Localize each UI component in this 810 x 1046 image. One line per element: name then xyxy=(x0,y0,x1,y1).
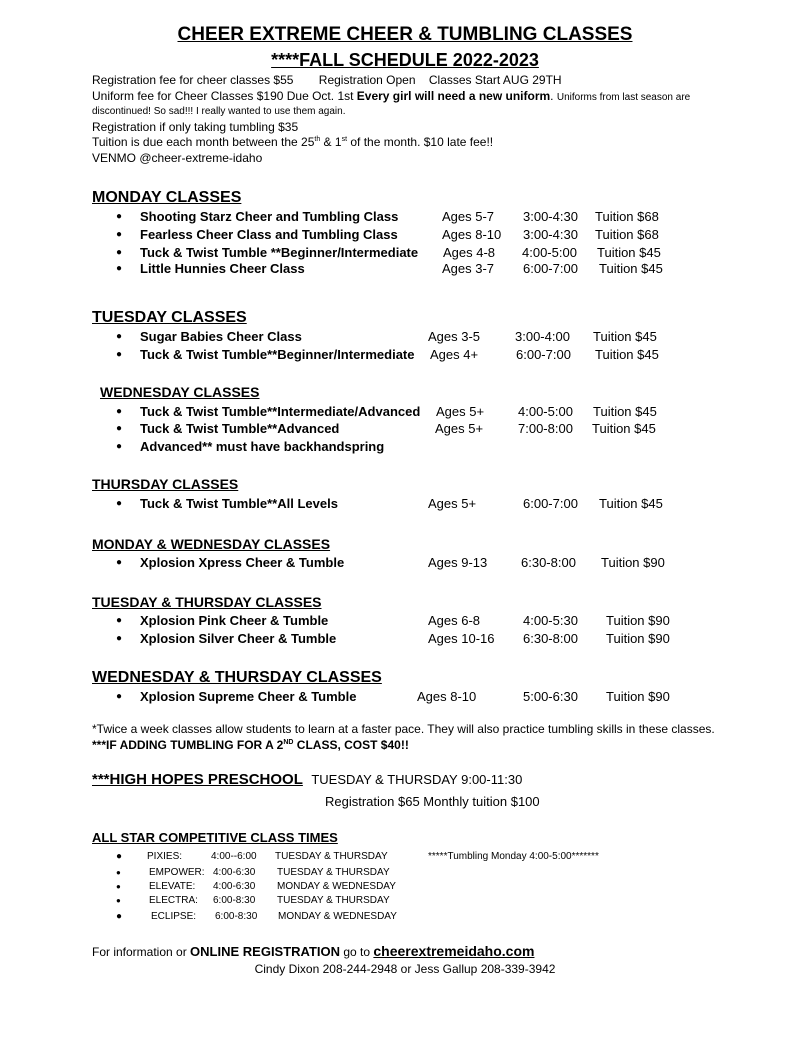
class-name: Xplosion Silver Cheer & Tumble xyxy=(140,631,337,646)
bullet-icon: ● xyxy=(116,263,123,274)
class-tuition: Tuition $45 xyxy=(593,329,657,344)
class-name: Tuck & Twist Tumble**Advanced xyxy=(140,421,340,436)
bullet-icon: ● xyxy=(116,498,123,509)
class-time: 6:30-8:00 xyxy=(521,555,576,570)
class-tuition: Tuition $45 xyxy=(599,496,663,511)
tuition-due-line xyxy=(92,135,493,149)
adding-tumbling-text: ***IF ADDING TUMBLING FOR A 2 xyxy=(92,738,284,752)
bullet-icon: ● xyxy=(116,229,123,240)
bullet-icon: ● xyxy=(116,557,123,568)
tuition-due-sup-st: st xyxy=(341,136,348,143)
class-name: Advanced** must have backhandspring xyxy=(140,439,385,454)
class-name: Tuck & Twist Tumble**Beginner/Intermediate xyxy=(140,347,415,362)
class-ages: Ages 4-8 xyxy=(443,245,496,260)
class-ages: Ages 4+ xyxy=(430,347,479,362)
monday-wednesday-heading: MONDAY & WEDNESDAY CLASSES xyxy=(92,536,331,552)
page-title: CHEER EXTREME CHEER & TUMBLING CLASSES xyxy=(177,24,633,45)
class-tuition: Tuition $45 xyxy=(597,245,661,260)
class-time: 6:00-7:00 xyxy=(523,496,578,511)
class-ages: Ages 6-8 xyxy=(428,613,481,628)
class-time: 3:00-4:30 xyxy=(523,227,578,242)
class-ages: Ages 5+ xyxy=(436,404,485,419)
allstar-heading: ALL STAR COMPETITIVE CLASS TIMES xyxy=(92,830,338,845)
bullet-icon: ● xyxy=(116,211,123,222)
class-tuition: Tuition $45 xyxy=(592,421,656,436)
uniform-period: . xyxy=(550,89,557,103)
twice-a-week-note: *Twice a week classes allow students to learn at a faster pace. They will also practice tumbling skills in these classes. xyxy=(92,722,715,736)
uniform-note-continued: discontinued! So sad!!! I really wanted to use them again. xyxy=(92,106,346,117)
preschool-heading: ***HIGH HOPES PRESCHOOL xyxy=(92,771,303,788)
class-ages: Ages 8-10 xyxy=(417,689,477,704)
bullet-icon: ● xyxy=(116,896,121,905)
class-name: Xplosion Xpress Cheer & Tumble xyxy=(140,555,345,570)
footer-prefix: For information or xyxy=(92,945,191,959)
allstar-time: 4:00-6:30 xyxy=(213,867,256,878)
class-tuition: Tuition $45 xyxy=(593,404,657,419)
class-ages: Ages 8-10 xyxy=(442,227,502,242)
footer-contacts: Cindy Dixon 208-244-2948 or Jess Gallup 208-339-3942 xyxy=(254,962,556,976)
class-name: Shooting Starz Cheer and Tumbling Class xyxy=(140,209,399,224)
class-time: 4:00-5:00 xyxy=(518,404,573,419)
registration-fee-line xyxy=(92,73,562,87)
allstar-time: 4:00--6:00 xyxy=(211,851,257,862)
tuition-due-sup-th: th xyxy=(314,136,321,143)
bullet-icon: ● xyxy=(116,851,123,862)
class-name: Tuck & Twist Tumble**All Levels xyxy=(140,496,338,511)
allstar-time: 6:00-8:30 xyxy=(215,911,258,922)
bullet-icon: ● xyxy=(116,882,121,891)
class-ages: Ages 3-5 xyxy=(428,329,481,344)
class-ages: Ages 9-13 xyxy=(428,555,488,570)
bullet-icon: ● xyxy=(116,406,123,417)
tuition-due-text-2: & 1 xyxy=(320,135,342,149)
bullet-icon: ● xyxy=(116,441,123,452)
website-link[interactable]: cheerextremeidaho.com xyxy=(373,943,535,959)
class-time: 3:00-4:00 xyxy=(515,329,570,344)
class-time: 4:00-5:30 xyxy=(523,613,578,628)
preschool-schedule: TUESDAY & THURSDAY 9:00-11:30 xyxy=(311,772,523,787)
class-tuition: Tuition $45 xyxy=(595,347,659,362)
class-name: Sugar Babies Cheer Class xyxy=(140,329,302,344)
thursday-heading: THURSDAY CLASSES xyxy=(92,476,239,492)
venmo-line: VENMO @cheer-extreme-idaho xyxy=(92,151,263,165)
bullet-icon: ● xyxy=(116,911,123,922)
tumbling-registration-line: Registration if only taking tumbling $35 xyxy=(92,120,299,134)
class-name: Tuck & Twist Tumble**Intermediate/Advanced xyxy=(140,404,421,419)
allstar-days: TUESDAY & THURSDAY xyxy=(277,867,390,878)
class-tuition: Tuition $90 xyxy=(601,555,665,570)
class-time: 6:00-7:00 xyxy=(516,347,571,362)
allstar-days: TUESDAY & THURSDAY xyxy=(277,895,390,906)
footer-goto: go to xyxy=(340,945,374,959)
bullet-icon: ● xyxy=(116,615,123,626)
allstar-team: ECLIPSE: xyxy=(151,911,197,922)
preschool-line xyxy=(92,771,522,789)
uniform-note-text: Uniforms from last season are xyxy=(556,92,691,103)
footer-info-line xyxy=(92,943,534,959)
class-tuition: Tuition $68 xyxy=(595,209,659,224)
wednesday-thursday-heading: WEDNESDAY & THURSDAY CLASSES xyxy=(92,669,382,686)
tumbling-monday-note: *****Tumbling Monday 4:00-5:00******* xyxy=(428,851,599,862)
class-name: Little Hunnies Cheer Class xyxy=(140,261,305,276)
class-tuition: Tuition $68 xyxy=(595,227,659,242)
class-time: 6:30-8:00 xyxy=(523,631,578,646)
class-tuition: Tuition $90 xyxy=(606,613,670,628)
registration-fee-text: Registration fee for cheer classes $55 xyxy=(92,73,294,87)
class-ages: Ages 10-16 xyxy=(428,631,495,646)
class-ages: Ages 5-7 xyxy=(442,209,495,224)
class-name: Fearless Cheer Class and Tumbling Class xyxy=(140,227,398,242)
class-time: 6:00-7:00 xyxy=(523,261,578,276)
uniform-required-text: Every girl will need a new uniform xyxy=(356,89,551,103)
class-tuition: Tuition $45 xyxy=(599,261,663,276)
allstar-time: 4:00-6:30 xyxy=(213,881,256,892)
bullet-icon: ● xyxy=(116,331,123,342)
classes-start-text: Classes Start AUG 29TH xyxy=(428,73,562,87)
tuesday-thursday-heading: TUESDAY & THURSDAY CLASSES xyxy=(92,594,322,610)
page-subtitle: ****FALL SCHEDULE 2022-2023 xyxy=(271,50,539,70)
wednesday-heading: WEDNESDAY CLASSES xyxy=(100,384,260,400)
adding-tumbling-note xyxy=(92,738,409,752)
allstar-team: EMPOWER: xyxy=(149,867,205,878)
bullet-icon: ● xyxy=(116,868,121,877)
class-name: Xplosion Supreme Cheer & Tumble xyxy=(140,689,357,704)
allstar-days: MONDAY & WEDNESDAY xyxy=(278,911,397,922)
bullet-icon: ● xyxy=(116,633,123,644)
adding-tumbling-sup: ND xyxy=(283,739,294,746)
allstar-days: TUESDAY & THURSDAY xyxy=(275,851,388,862)
bullet-icon: ● xyxy=(116,423,123,434)
allstar-team: PIXIES: xyxy=(147,851,183,862)
allstar-team: ELECTRA: xyxy=(149,895,198,906)
bullet-icon: ● xyxy=(116,349,123,360)
bullet-icon: ● xyxy=(116,247,123,258)
tuition-due-text-3: of the month. $10 late fee!! xyxy=(347,135,494,149)
class-time: 7:00-8:00 xyxy=(518,421,573,436)
class-ages: Ages 5+ xyxy=(435,421,484,436)
allstar-time: 6:00-8:30 xyxy=(213,895,256,906)
uniform-fee-line xyxy=(92,89,690,103)
class-tuition: Tuition $90 xyxy=(606,689,670,704)
bullet-icon: ● xyxy=(116,691,123,702)
class-time: 3:00-4:30 xyxy=(523,209,578,224)
allstar-days: MONDAY & WEDNESDAY xyxy=(277,881,396,892)
allstar-team: ELEVATE: xyxy=(149,881,196,892)
tuition-due-text: Tuition is due each month between the 25 xyxy=(92,135,315,149)
adding-tumbling-cost: CLASS, COST $40!! xyxy=(293,738,409,752)
class-ages: Ages 3-7 xyxy=(442,261,495,276)
monday-heading: MONDAY CLASSES xyxy=(92,189,242,206)
footer-online-registration: ONLINE REGISTRATION xyxy=(190,944,341,959)
class-time: 5:00-6:30 xyxy=(523,689,578,704)
class-name: Tuck & Twist Tumble **Beginner/Intermediate xyxy=(140,245,419,260)
uniform-fee-text: Uniform fee for Cheer Classes $190 Due Oct. 1st xyxy=(92,89,357,103)
class-name: Xplosion Pink Cheer & Tumble xyxy=(140,613,329,628)
class-ages: Ages 5+ xyxy=(428,496,477,511)
preschool-pricing: Registration $65 Monthly tuition $100 xyxy=(325,794,540,809)
class-tuition: Tuition $90 xyxy=(606,631,670,646)
class-time: 4:00-5:00 xyxy=(522,245,577,260)
tuesday-heading: TUESDAY CLASSES xyxy=(92,309,247,326)
registration-open-text: Registration Open xyxy=(318,73,416,87)
